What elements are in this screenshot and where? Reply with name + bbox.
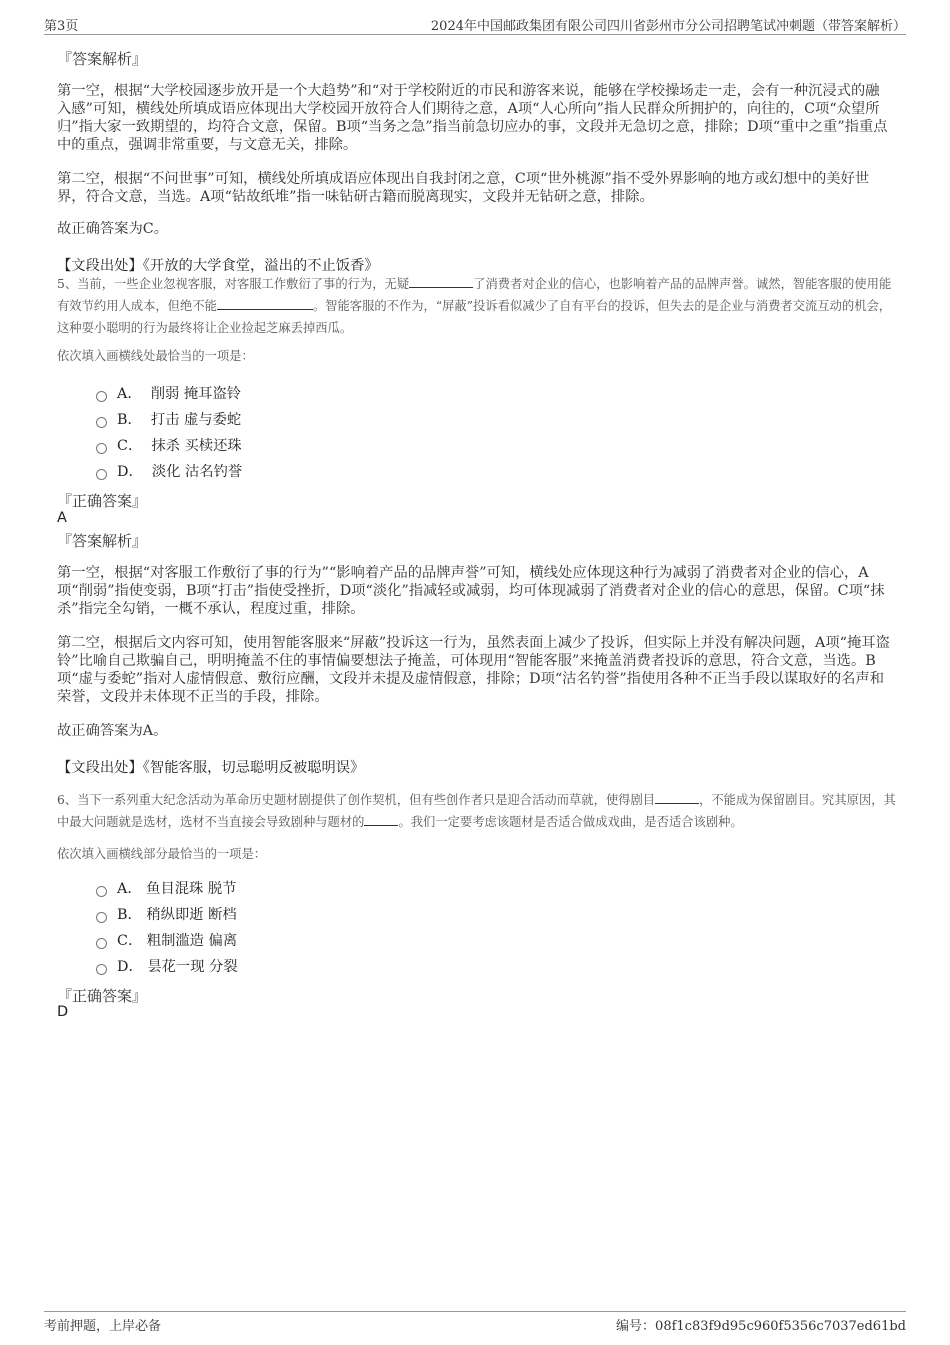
q5-option-d[interactable]: D． 淡化 沽名钓誉 xyxy=(96,462,242,482)
q5-option-c[interactable]: C． 抹杀 买椟还珠 xyxy=(96,436,242,456)
q5-blank-1 xyxy=(409,275,473,288)
q6-option-b[interactable]: B． 稍纵即逝 断档 xyxy=(96,905,237,925)
q6-stem: 6、当下一系列重大纪念活动为革命历史题材剧提供了创作契机，但有些创作者只是迎合活动而草就，使得剧目 ，不能成为保留剧目。究其原因，其中最大问题就是选材，选材不当直接会导致剧种与题材的 。我们一定要考虑该题材是否适合做成戏曲，是否适合该剧种。 xyxy=(57,793,896,829)
q5-option-a[interactable]: A． 削弱 掩耳盗铃 xyxy=(96,384,241,404)
q6-blank-2 xyxy=(364,813,398,826)
q4-source: 【文段出处】《开放的大学食堂，溢出的不止饭香》 xyxy=(57,258,379,274)
radio-icon[interactable] xyxy=(96,391,107,402)
radio-icon[interactable] xyxy=(96,938,107,949)
q5-analysis-label: 『答案解析』 xyxy=(57,532,148,550)
q6-option-a[interactable]: A． 鱼目混珠 脱节 xyxy=(96,879,237,899)
document-title: 2024年中国邮政集团有限公司四川省彭州市分公司招聘笔试冲刺题（带答案解析） xyxy=(430,19,906,34)
q5-blank-2 xyxy=(217,297,313,310)
q4-analysis-para2: 第二空，根据“不问世事”可知，横线处所填成语应体现出自我封闭之意，C项“世外桃源”指不受外界影响的地方或幻想中的美好世界，符合文意，当选。A项“钻故纸堆”指一味钻研古籍而脱离现实，文段并无钻研之意，排除。 xyxy=(57,171,870,205)
radio-icon[interactable] xyxy=(96,964,107,975)
radio-icon[interactable] xyxy=(96,417,107,428)
radio-icon[interactable] xyxy=(96,886,107,897)
q6-blank-1 xyxy=(655,791,699,804)
radio-icon[interactable] xyxy=(96,443,107,454)
q4-analysis-para1: 第一空，根据“大学校园逐步放开是一个大趋势”和“对于学校附近的市民和游客来说，能够在学校操场走一走，会有一种沉浸式的融入感”可知，横线处所填成语应体现出大学校园开放符合人们期待之意，A项“人心所向”指人民群众所拥护的，向往的，C项“众望所归”指大家一致期望的，均符合文意，保留。B项“当务之急”指当前急切应办的事，文段并无急切之意，排除；D项“重中之重”指重点中的重点，强调非常重要，与文意无关，排除。 xyxy=(57,83,888,153)
q5-correct-label: 『正确答案』 xyxy=(57,492,148,510)
q5-analysis-para1: 第一空，根据“对客服工作敷衍了事的行为”“影响着产品的品牌声誉”可知，横线处应体现这种行为减弱了消费者对企业的信心，A项“削弱”指使变弱，B项“打击”指使受挫折，D项“淡化”指减轻或减弱，均可体现减弱了消费者对企业的信心的意思，保留。C项“抹杀”指完全勾销，一概不承认，程度过重，排除。 xyxy=(57,565,885,617)
q6-option-c[interactable]: C． 粗制滥造 偏离 xyxy=(96,931,237,951)
q5-analysis-para2: 第二空，根据后文内容可知，使用智能客服来“屏蔽”投诉这一行为，虽然表面上减少了投诉，但实际上并没有解决问题，A项“掩耳盗铃”比喻自己欺骗自己，明明掩盖不住的事情偏要想法子掩盖，可体现用“智能客服”来掩盖消费者投诉的意思，符合文意，当选。B项“虚与委蛇”指对人虚情假意、敷衍应酬，文段并未提及虚情假意，排除；D项“沽名钓誉”指使用各种不正当手段以谋取好的名声和荣誉，文段并未体现不正当的手段，排除。 xyxy=(57,635,890,705)
document-id: 编号：08f1c83f9d95c960f5356c7037ed61bd xyxy=(616,1319,906,1334)
page-footer xyxy=(44,1311,906,1332)
q5-prompt: 依次填入画横线处最恰当的一项是： xyxy=(57,349,254,363)
q6-correct-label: 『正确答案』 xyxy=(57,987,148,1005)
page-header xyxy=(44,14,906,35)
radio-icon[interactable] xyxy=(96,469,107,480)
page-number: 第3页 xyxy=(44,19,79,34)
q6-correct-answer: D xyxy=(57,1004,69,1020)
q5-correct-answer: A xyxy=(57,510,67,526)
footer-slogan: 考前押题，上岸必备 xyxy=(44,1319,162,1334)
q5-conclusion: 故正确答案为A。 xyxy=(57,723,168,739)
q4-conclusion: 故正确答案为C。 xyxy=(57,221,169,237)
q5-stem: 5、当前，一些企业忽视客服，对客服工作敷衍了事的行为，无疑 了消费者对企业的信心，也影响着产品的品牌声誉。诚然，智能客服的使用能有效节约用人成本，但绝不能 。智能客服的不作为，“屏蔽”投诉看似减少了自有平台的投诉，但失去的是企业与消费者交流互动的机会，这种耍小聪明的行为最终将让企业捡起芝麻丢掉西瓜。 xyxy=(57,277,892,335)
q6-option-d[interactable]: D． 昙花一现 分裂 xyxy=(96,957,238,977)
q4-analysis-label: 『答案解析』 xyxy=(57,50,148,68)
radio-icon[interactable] xyxy=(96,912,107,923)
q5-option-b[interactable]: B． 打击 虚与委蛇 xyxy=(96,410,241,430)
q6-prompt: 依次填入画横线部分最恰当的一项是： xyxy=(57,847,267,861)
q5-source: 【文段出处】《智能客服，切忌聪明反被聪明误》 xyxy=(57,760,365,776)
